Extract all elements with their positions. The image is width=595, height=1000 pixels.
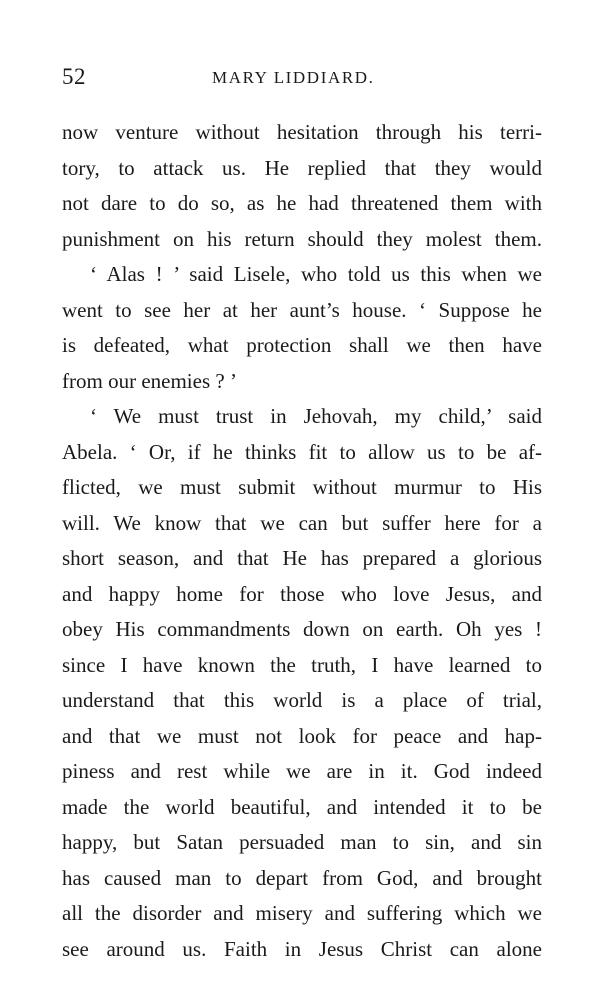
text-line: obey His commandments down on earth. Oh yes !	[62, 617, 542, 641]
text-line: went to see her at her aunt’s house. ‘ Suppose he	[62, 297, 542, 322]
text-line: not dare to do so, as he had threatened them with	[62, 191, 542, 215]
running-head	[62, 64, 545, 96]
page-number: 52	[62, 64, 86, 89]
text-line: happy, but Satan persuaded man to sin, and sin	[62, 830, 542, 854]
body-text	[62, 115, 542, 967]
text-line: is defeated, what protection shall we then have	[62, 333, 542, 357]
text-line: understand that this world is a place of trial,	[62, 688, 542, 712]
text-line: ‘ Alas ! ’ said Lisele, who told us this when we	[90, 262, 542, 286]
running-title: MARY LIDDIARD.	[212, 68, 375, 87]
text-line: since I have known the truth, I have learned to	[62, 652, 542, 677]
text-line: flicted, we must submit without murmur to His	[62, 475, 542, 499]
text-line: piness and rest while we are in it. God indeed	[62, 759, 542, 783]
text-line: Abela. ‘ Or, if he thinks fit to allow us to be af-	[62, 439, 542, 464]
text-line: and happy home for those who love Jesus, and	[62, 581, 542, 606]
text-line: all the disorder and misery and suffering which we	[62, 901, 542, 925]
text-line: will. We know that we can but suffer here for a	[62, 510, 542, 535]
text-line: made the world beautiful, and intended it to be	[62, 794, 542, 819]
text-line: now venture without hesitation through his terri-	[62, 120, 542, 144]
text-line: punishment on his return should they molest them.	[62, 226, 542, 251]
text-line: ‘ We must trust in Jehovah, my child,’ said	[90, 404, 542, 428]
text-line: tory, to attack us. He replied that they would	[62, 155, 542, 180]
text-line: and that we must not look for peace and hap-	[62, 723, 542, 748]
text-line: see around us. Faith in Jesus Christ can alone	[62, 936, 542, 961]
text-line: short season, and that He has prepared a glorious	[62, 546, 542, 570]
text-line: from our enemies ? ’	[62, 368, 237, 393]
text-line: has caused man to depart from God, and brought	[62, 865, 542, 890]
